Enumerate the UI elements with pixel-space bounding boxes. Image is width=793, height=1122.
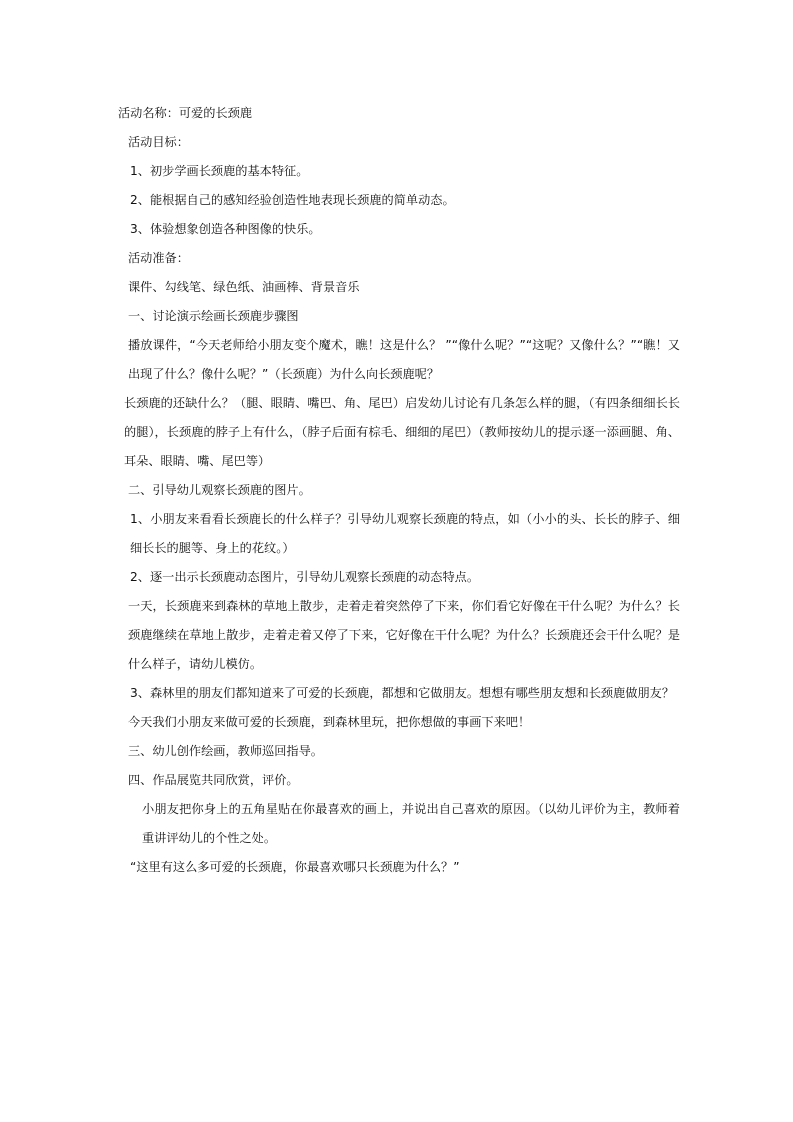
section-2-paragraph-4: 3、森林里的朋友们都知道来了可爱的长颈鹿，都想和它做朋友。想想有哪些朋友想和长颈鹿做朋友？: [130, 686, 675, 700]
document-page: [118, 99, 680, 882]
goal-heading: 活动目标：: [128, 135, 189, 149]
section-2-heading: 二、引导幼儿观察长颈鹿的图片。: [128, 483, 311, 497]
section-2-paragraph-5: 今天我们小朋友来做可爱的长颈鹿，到森林里玩，把你想做的事画下来吧！: [128, 715, 531, 729]
section-4-heading: 四、作品展览共同欣赏，评价。: [128, 773, 299, 787]
section-1-heading: 一、讨论演示绘画长颈鹿步骤图: [128, 309, 299, 323]
section-1-paragraph-2: 长颈鹿的还缺什么？（腿、眼睛、嘴巴、角、尾巴）启发幼儿讨论有几条怎么样的腿，（有四条细细长长的腿），长颈鹿的脖子上有什么，（脖子后面有棕毛、细细的尾巴）（教师按幼儿的提示逐一添画腿、角、耳朵、眼睛、嘴、尾巴等）: [124, 396, 680, 468]
goal-item-3: 3、体验想象创造各种图像的快乐。: [130, 222, 321, 236]
goal-item-2: 2、能根据自己的感知经验创造性地表现长颈鹿的简单动态。: [130, 193, 455, 207]
prep-heading: 活动准备：: [128, 251, 189, 265]
activity-title: 活动名称：可爱的长颈鹿: [118, 106, 253, 120]
prep-items: 课件、勾线笔、绿色纸、油画棒、背景音乐: [128, 280, 360, 294]
section-1-paragraph-1: 播放课件，“今天老师给小朋友变个魔术，瞧！这是什么？ ”“像什么呢？”“这呢？又像什么？”“瞧！又出现了什么？像什么呢？”（长颈鹿）为什么向长颈鹿呢？: [128, 338, 680, 381]
section-2-paragraph-2: 2、逐一出示长颈鹿动态图片，引导幼儿观察长颈鹿的动态特点。: [130, 570, 480, 584]
section-4-paragraph-1: 小朋友把你身上的五角星贴在你最喜欢的画上，并说出自己喜欢的原因。（以幼儿评价为主，教师着重讲评幼儿的个性之处。: [142, 802, 680, 845]
goal-item-1: 1、初步学画长颈鹿的基本特征。: [130, 164, 309, 178]
section-3-heading: 三、幼儿创作绘画，教师巡回指导。: [128, 744, 323, 758]
section-2-paragraph-1: 1、小朋友来看看长颈鹿长的什么样子？引导幼儿观察长颈鹿的特点，如（小小的头、长长的脖子、细细长长的腿等、身上的花纹。）: [130, 512, 680, 555]
section-4-paragraph-2: “这里有这么多可爱的长颈鹿，你最喜欢哪只长颈鹿为什么？”: [130, 860, 460, 874]
section-2-paragraph-3: 一天，长颈鹿来到森林的草地上散步，走着走着突然停了下来，你们看它好像在干什么呢？为什么？长颈鹿继续在草地上散步，走着走着又停了下来，它好像在干什么呢？为什么？长颈鹿还会干什么呢？是什么样子，请幼儿模仿。: [128, 599, 680, 671]
